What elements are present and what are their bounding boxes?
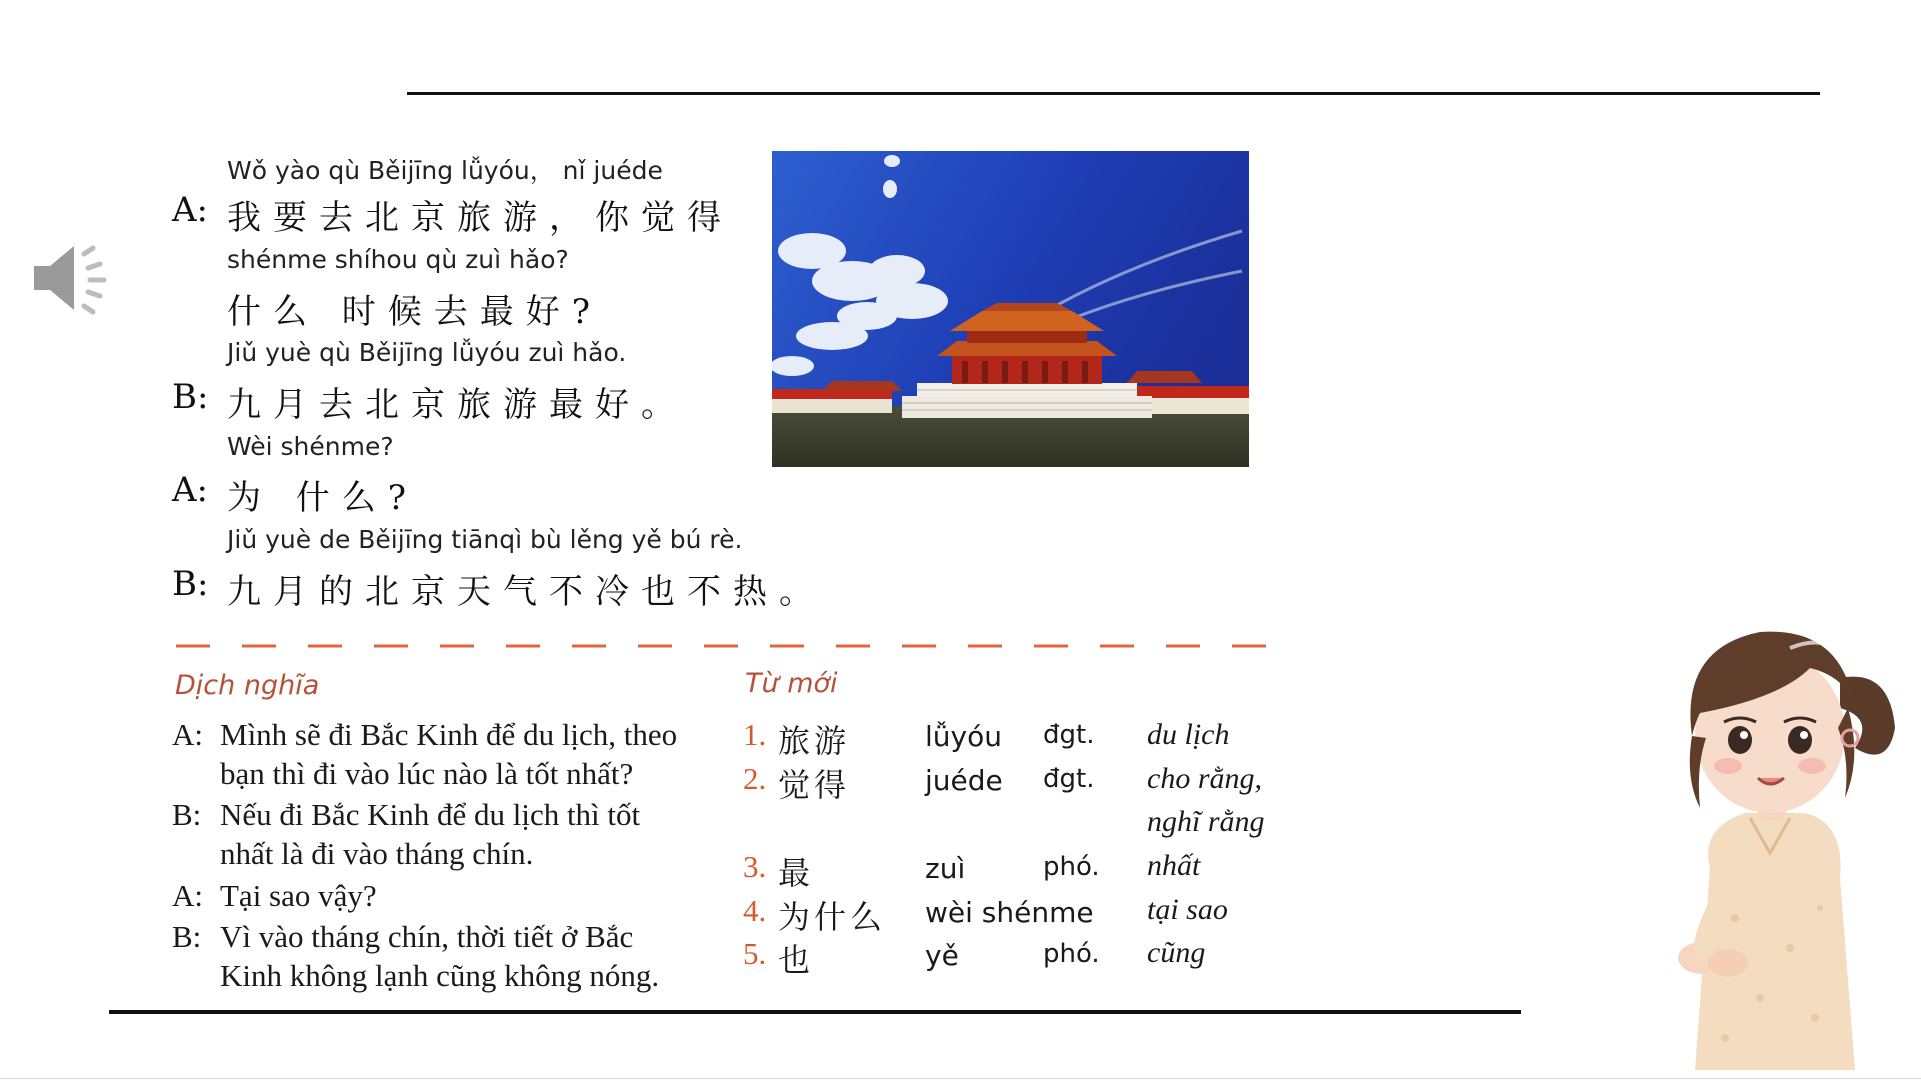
vocab-number: 2. xyxy=(743,761,767,796)
vocab-meaning: cũng xyxy=(1147,936,1206,969)
forbidden-city-photo xyxy=(772,151,1249,467)
top-rule xyxy=(407,92,1820,95)
vocab-hanzi: 也 xyxy=(778,941,815,979)
dialogue-pinyin: Wǒ yào qù Běijīng lǚyóu， nǐ juéde xyxy=(227,156,663,185)
translation-line: Kinh không lạnh cũng không nóng. xyxy=(220,958,660,993)
translation-title: Dịch nghĩa xyxy=(175,670,320,701)
vocab-meaning: cho rằng, xyxy=(1147,762,1262,795)
translation-speaker: A: xyxy=(172,717,203,752)
vocab-pos: phó. xyxy=(1043,939,1100,969)
translation-line: Tại sao vậy? xyxy=(220,878,377,913)
bottom-rule xyxy=(109,1010,1521,1014)
vocab-pinyin: lǚyóu xyxy=(925,720,1002,753)
girl-illustration xyxy=(1640,618,1900,1070)
vocab-pinyin: zuì xyxy=(925,852,966,885)
dialogue-speaker: B: xyxy=(172,564,209,604)
vocab-pos: đgt. xyxy=(1043,764,1095,794)
dialogue-hanzi: 为 什么? xyxy=(227,478,419,518)
translation-line: Nếu đi Bắc Kinh để du lịch thì tốt xyxy=(220,797,641,832)
dashed-divider xyxy=(176,634,1266,640)
bottom-faint-rule xyxy=(0,1078,1921,1079)
translation-line: Vì vào tháng chín, thời tiết ở Bắc xyxy=(220,919,634,954)
dialogue-hanzi: 我要去北京旅游，你觉得 xyxy=(227,198,733,238)
dialogue-speaker: A: xyxy=(172,470,209,510)
vocab-number: 1. xyxy=(743,717,767,752)
translation-line: bạn thì đi vào lúc nào là tốt nhất? xyxy=(220,756,634,791)
dialogue-hanzi: 九月的北京天气不冷也不热。 xyxy=(227,572,825,612)
dialogue-pinyin: Jiǔ yuè de Běijīng tiānqì bù lěng yě bú rè. xyxy=(227,525,743,554)
vocab-pinyin: wèi shénme xyxy=(925,896,1094,929)
dialogue-hanzi: 九月去北京旅游最好。 xyxy=(227,385,687,425)
vocab-pinyin: yě xyxy=(925,939,959,972)
vocab-number: 4. xyxy=(743,893,767,928)
dialogue-speaker: B: xyxy=(172,377,209,417)
vocab-pos: phó. xyxy=(1043,852,1100,882)
translation-speaker: B: xyxy=(172,797,202,832)
vocab-hanzi: 为什么 xyxy=(778,898,887,936)
vocab-pinyin: juéde xyxy=(925,764,1003,797)
vocab-meaning-cont: nghĩ rằng xyxy=(1147,805,1265,838)
vocab-number: 3. xyxy=(743,849,767,884)
vocab-number: 5. xyxy=(743,936,767,971)
vocab-hanzi: 旅游 xyxy=(778,722,851,760)
dialogue-pinyin: shénme shíhou qù zuì hǎo? xyxy=(227,245,569,274)
vocab-title: Từ mới xyxy=(745,668,838,699)
vocab-pos: đgt. xyxy=(1043,720,1095,750)
vocab-meaning: tại sao xyxy=(1147,893,1228,926)
dialogue-hanzi: 什么 时候去最好? xyxy=(227,292,603,332)
dialogue-pinyin: Wèi shénme? xyxy=(227,432,394,461)
vocab-hanzi: 最 xyxy=(778,854,815,892)
translation-speaker: B: xyxy=(172,919,202,954)
translation-speaker: A: xyxy=(172,878,203,913)
dialogue-pinyin: Jiǔ yuè qù Běijīng lǚyóu zuì hǎo. xyxy=(227,338,627,367)
vocab-hanzi: 觉得 xyxy=(778,766,851,804)
translation-line: Mình sẽ đi Bắc Kinh để du lịch, theo xyxy=(220,717,678,752)
speaker-icon[interactable] xyxy=(28,228,133,328)
vocab-meaning: du lịch xyxy=(1147,718,1230,751)
vocab-meaning: nhất xyxy=(1147,849,1201,882)
dialogue-speaker: A: xyxy=(172,190,209,230)
translation-line: nhất là đi vào tháng chín. xyxy=(220,836,534,871)
